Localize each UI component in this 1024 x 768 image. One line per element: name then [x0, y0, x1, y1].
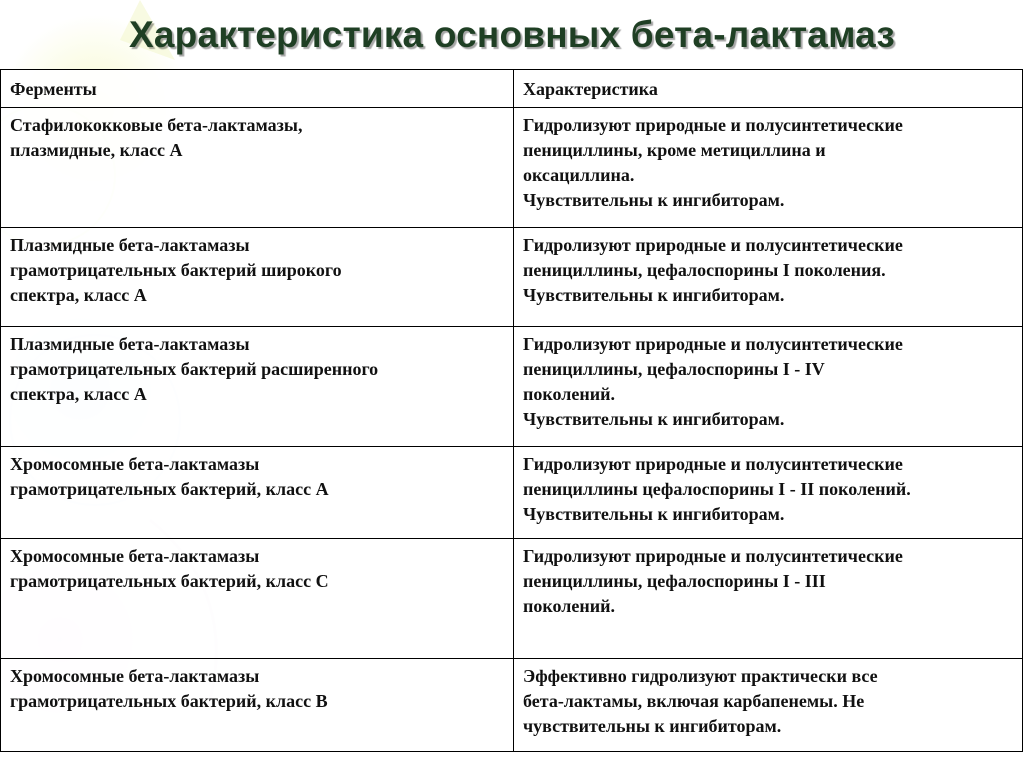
characteristic-cell: Гидролизуют природные и полусинтетические пенициллины, цефалоспорины I - III поколений. — [514, 539, 1023, 659]
characteristic-cell: Гидролизуют природные и полусинтетические пенициллины, цефалоспорины I поколения. Чувствительны к ингибиторам. — [514, 228, 1023, 327]
table-row — [1, 108, 1023, 228]
enzyme-cell: Хромосомные бета-лактамазы грамотрицательных бактерий, класс В — [1, 659, 514, 752]
enzyme-cell: Стафилококковые бета-лактамазы, плазмидные, класс А — [1, 108, 514, 228]
enzyme-cell: Плазмидные бета-лактамазы грамотрицательных бактерий расширенного спектра, класс А — [1, 327, 514, 447]
table-row — [1, 659, 1023, 752]
table-row — [1, 447, 1023, 539]
characteristic-cell: Гидролизуют природные и полусинтетические пенициллины, кроме метициллина и оксациллина. Чувствительны к ингибиторам. — [514, 108, 1023, 228]
table-row — [1, 228, 1023, 327]
table-row — [1, 327, 1023, 447]
characteristic-cell: Гидролизуют природные и полусинтетические пенициллины, цефалоспорины I - IV поколений. Чувствительны к ингибиторам. — [514, 327, 1023, 447]
page-title: Характеристика основных бета-лактамаз — [129, 14, 895, 55]
beta-lactamase-table — [0, 69, 1023, 752]
table-row — [1, 539, 1023, 659]
column-header-enzymes: Ферменты — [1, 70, 514, 108]
enzyme-cell: Плазмидные бета-лактамазы грамотрицательных бактерий широкого спектра, класс А — [1, 228, 514, 327]
column-header-characteristic: Характеристика — [514, 70, 1023, 108]
table-header-row — [1, 70, 1023, 108]
characteristic-cell: Эффективно гидролизуют практически все бета-лактамы, включая карбапенемы. Не чувствительны к ингибиторам. — [514, 659, 1023, 752]
enzyme-cell: Хромосомные бета-лактамазы грамотрицательных бактерий, класс С — [1, 539, 514, 659]
characteristic-cell: Гидролизуют природные и полусинтетические пенициллины цефалоспорины I - II поколений. Чувствительны к ингибиторам. — [514, 447, 1023, 539]
enzyme-cell: Хромосомные бета-лактамазы грамотрицательных бактерий, класс А — [1, 447, 514, 539]
